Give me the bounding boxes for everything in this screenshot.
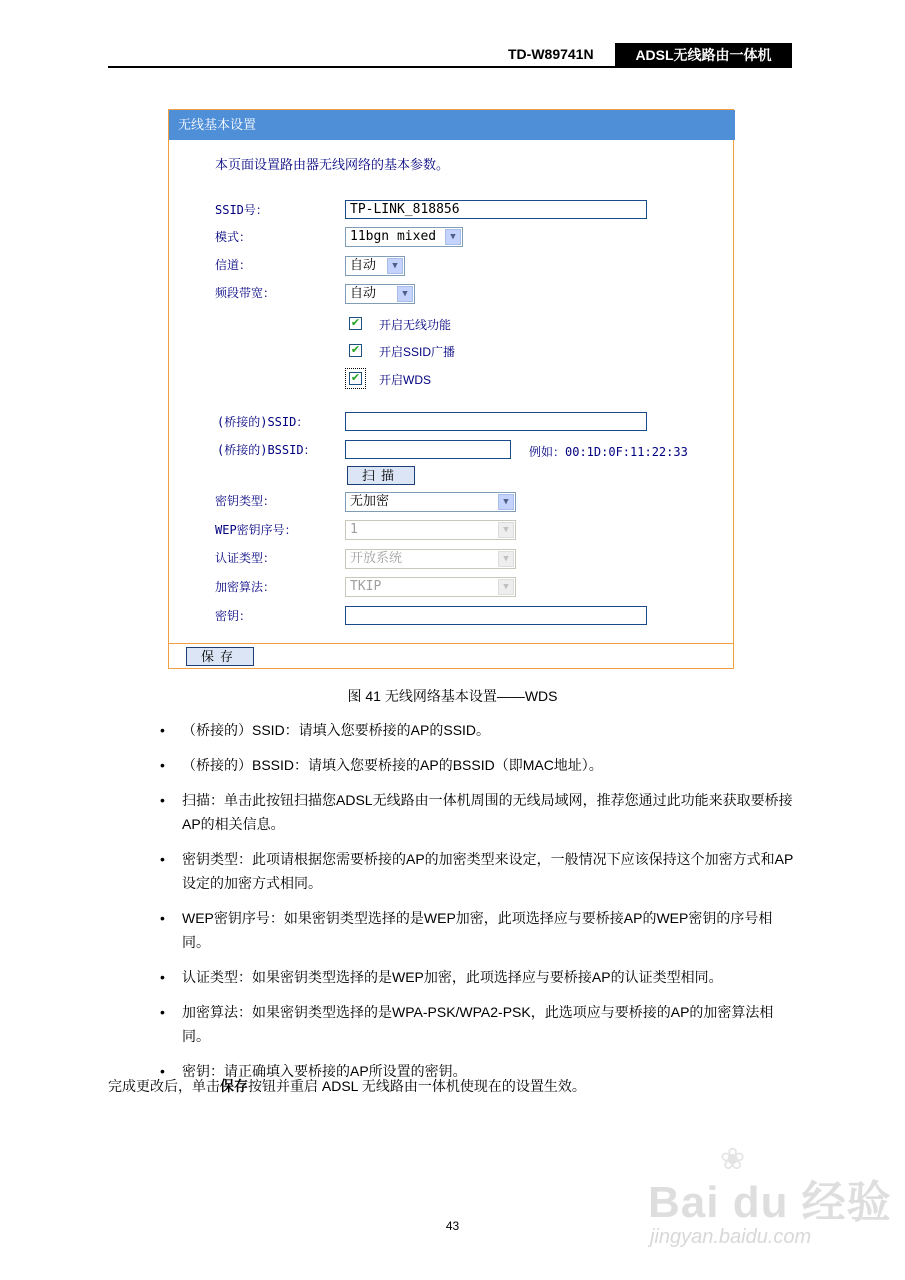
bandwidth-value: 自动 [350,286,377,301]
mode-label: 模式： [215,230,252,244]
wireless-enable-checkbox[interactable]: ✔ [350,317,361,329]
bridge-ssid-label: (桥接的)SSID： [217,415,309,429]
page-number: 43 [445,1219,460,1233]
bandwidth-select[interactable] [345,284,415,304]
chevron-down-icon: ▼ [498,551,514,567]
list-item: • 加密算法：如果密钥类型选择的是WPA-PSK/WPA2-PSK，此选项应与要桥接的AP的加密算法相同。 [160,1000,800,1048]
wireless-settings-panel [168,109,734,669]
channel-label: 信道： [215,258,252,272]
list-item: • 密钥：请正确填入要桥接的AP所设置的密钥。 [160,1059,800,1083]
auth-type-select [345,549,516,569]
chevron-down-icon: ▼ [498,579,514,595]
paw-icon: ❀ [720,1143,746,1176]
mode-value: 11bgn mixed [350,229,437,244]
panel-description: 本页面设置路由器无线网络的基本参数。 [215,157,450,172]
header-product: ADSL无线路由一体机 [615,43,792,67]
explanation-list [160,718,800,1094]
wds-enable-label: 开启WDS [379,373,431,387]
list-item: • （桥接的）SSID：请填入您要桥接的AP的SSID。 [160,718,800,742]
wep-index-select [345,520,516,540]
wep-index-value: 1 [350,522,358,537]
watermark-logo: Bai du 经验 [648,1178,892,1227]
list-item: • 密钥类型：此项请根据您需要桥接的AP的加密类型来设定，一般情况下应该保持这个加密方式和AP设定的加密方式相同。 [160,847,800,895]
channel-value: 自动 [350,258,377,273]
wds-enable-checkbox[interactable]: ✔ [350,372,361,384]
chevron-down-icon: ▼ [498,522,514,538]
closing-text-after: 按钮并重启 ADSL 无线路由一体机使现在的设置生效。 [248,1078,586,1094]
encryption-label: 加密算法： [215,580,276,594]
encryption-value: TKIP [350,579,382,594]
chevron-down-icon: ▼ [445,229,461,245]
closing-text-before: 完成更改后，单击 [108,1078,220,1094]
channel-select[interactable] [345,256,405,276]
ssid-input[interactable]: TP-LINK_818856 [345,200,647,219]
bridge-ssid-input[interactable] [345,412,647,431]
encryption-select [345,577,516,597]
chevron-down-icon: ▼ [498,494,514,510]
list-item: • 扫描：单击此按钮扫描您ADSL无线路由一体机周围的无线局域网，推荐您通过此功能来获取要桥接AP的相关信息。 [160,788,800,836]
wireless-enable-label: 开启无线功能 [379,318,452,332]
bandwidth-label: 频段带宽： [215,286,276,300]
closing-text-bold: 保存 [220,1078,248,1094]
scan-button[interactable]: 扫描 [347,466,415,485]
key-type-select[interactable] [345,492,516,512]
chevron-down-icon: ▼ [397,286,413,302]
watermark-url: jingyan.baidu.com [650,1226,812,1248]
list-item: • WEP密钥序号：如果密钥类型选择的是WEP加密，此项选择应与要桥接AP的WEP密钥的序号相同。 [160,906,800,954]
figure-caption: 图 41 无线网络基本设置——WDS [347,688,558,704]
chevron-down-icon: ▼ [387,258,403,274]
auth-type-value: 开放系统 [350,551,403,566]
header-model: TD-W89741N [508,46,594,62]
panel-title: 无线基本设置 [169,110,735,140]
wep-index-label: WEP密钥序号： [215,523,297,537]
save-button[interactable]: 保存 [186,647,254,666]
key-type-label: 密钥类型： [215,494,276,508]
panel-footer [169,643,733,669]
ssid-broadcast-label: 开启SSID广播 [379,345,456,359]
key-label: 密钥： [215,609,252,623]
key-input[interactable] [345,606,647,625]
list-item: • 认证类型：如果密钥类型选择的是WEP加密，此项选择应与要桥接AP的认证类型相同。 [160,965,800,989]
list-item: • （桥接的）BSSID：请填入您要桥接的AP的BSSID（即MAC地址）。 [160,753,800,777]
ssid-broadcast-checkbox[interactable]: ✔ [350,344,361,356]
bridge-bssid-label: (桥接的)BSSID： [217,443,316,457]
key-type-value: 无加密 [350,494,390,509]
bridge-bssid-input[interactable] [345,440,511,459]
auth-type-label: 认证类型： [215,551,276,565]
header-rule [108,66,792,68]
ssid-label: SSID号： [215,203,268,217]
bssid-example-text: 例如：00:1D:0F:11:22:33 [529,445,688,459]
closing-paragraph [108,1076,586,1096]
mode-select[interactable] [345,227,463,247]
